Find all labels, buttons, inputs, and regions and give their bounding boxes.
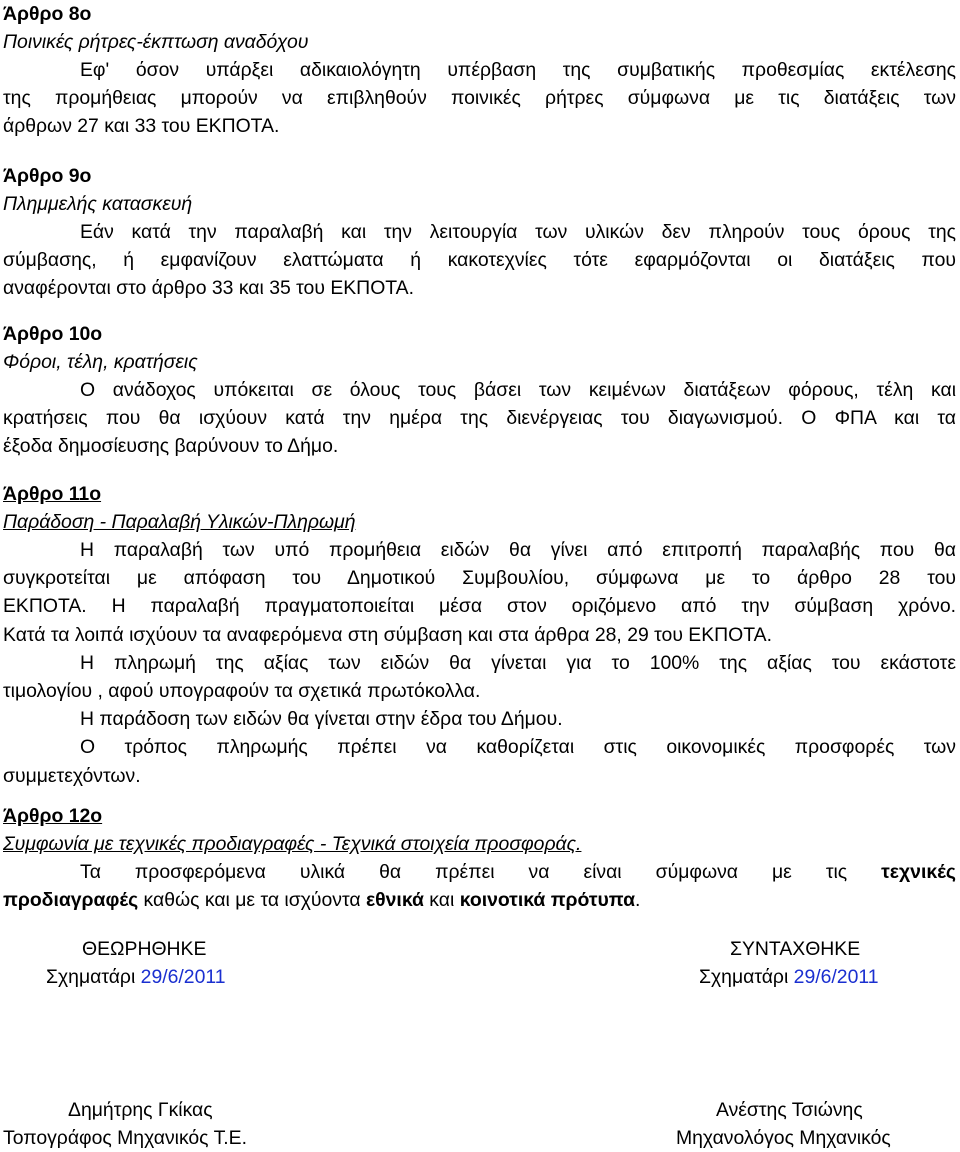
article-12-subtitle-wrap bbox=[3, 830, 956, 858]
article-12-text-1: καθώς και με τα ισχύοντα bbox=[138, 889, 366, 912]
article-8-line-1: Εφ' όσον υπάρξει αδικαιολόγητη υπέρβαση της συμβατικής προθεσμίας εκτέλεσης bbox=[80, 59, 956, 81]
article-12-bold-national: εθνικά bbox=[365, 889, 424, 912]
article-12-subtitle: Συμφωνία με τεχνικές προδιαγραφές - Τεχνικά στοιχεία προσφοράς. bbox=[3, 833, 582, 855]
right-signatory-name: Ανέστης Τσιώνης bbox=[716, 1099, 863, 1121]
right-place: Σχηματάρι bbox=[699, 966, 794, 988]
article-10-line-1: Ο ανάδοχος υπόκειται σε όλους τους βάσει των κειμένων διατάξεων φόρους, τέλη και bbox=[80, 379, 956, 401]
article-9-line-1: Εάν κατά την παραλαβή και την λειτουργία των υλικών δεν πληρούν τους όρους της bbox=[80, 221, 956, 243]
right-drafted-label: ΣΥΝΤΑΧΘΗΚΕ bbox=[730, 938, 861, 960]
left-place-date bbox=[46, 963, 225, 991]
article-8 bbox=[3, 0, 956, 141]
article-12-line-1-bold: τεχνικές bbox=[881, 861, 956, 883]
article-11-title: Άρθρο 11ο bbox=[3, 483, 102, 505]
article-11-subtitle: Παράδοση - Παραλαβή Υλικών-Πληρωμή bbox=[3, 511, 356, 533]
article-12-bold-standards: κοινοτικά πρότυπα bbox=[459, 889, 636, 912]
article-12-text-2: και bbox=[423, 889, 460, 912]
article-10 bbox=[3, 320, 956, 461]
right-signatory-role: Μηχανολόγος Μηχανικός bbox=[676, 1127, 891, 1149]
article-9-title: Άρθρο 9ο bbox=[3, 165, 92, 187]
article-11-subtitle-wrap bbox=[3, 508, 956, 536]
article-9 bbox=[3, 162, 956, 303]
right-place-date bbox=[699, 963, 878, 991]
article-12-line-2 bbox=[3, 886, 956, 914]
article-11-line-8: Ο τρόπος πληρωμής πρέπει να καθορίζεται στις οικονομικές προσφορές των bbox=[80, 736, 956, 759]
left-place: Σχηματάρι bbox=[46, 966, 141, 988]
article-8-line-3: άρθρων 27 και 33 του ΕΚΠΟΤΑ. bbox=[3, 115, 280, 138]
article-8-subtitle: Ποινικές ρήτρες-έκπτωση αναδόχου bbox=[3, 31, 309, 53]
article-10-line-2: κρατήσεις που θα ισχύουν κατά την ημέρα της διενέργειας του διαγωνισμού. Ο ΦΠΑ και τα bbox=[3, 407, 956, 430]
article-11-line-6: τιμολογίου , αφού υπογραφούν τα σχετικά πρωτόκολλα. bbox=[3, 680, 481, 703]
article-12-line-1 bbox=[3, 858, 956, 886]
article-8-line-2: της προμήθειας μπορούν να επιβληθούν ποινικές ρήτρες σύμφωνα με τις διατάξεις των bbox=[3, 87, 956, 110]
article-9-line-3: αναφέρονται στο άρθρο 33 και 35 του ΕΚΠΟΤΑ. bbox=[3, 277, 414, 300]
article-11-line-7: Η παράδοση των ειδών θα γίνεται στην έδρα του Δήμου. bbox=[80, 708, 563, 731]
article-10-line-3: έξοδα δημοσίευσης βαρύνουν το Δήμο. bbox=[3, 435, 339, 458]
article-11-line-2: συγκροτείται με απόφαση του Δημοτικού Συμβουλίου, σύμφωνα με το άρθρο 28 του bbox=[3, 567, 956, 590]
left-signatory-role: Τοπογράφος Μηχανικός Τ.Ε. bbox=[3, 1127, 247, 1149]
article-12-period: . bbox=[635, 889, 641, 912]
article-9-subtitle: Πλημμελής κατασκευή bbox=[3, 193, 193, 215]
article-10-subtitle: Φόροι, τέλη, κρατήσεις bbox=[3, 351, 198, 373]
article-10-title: Άρθρο 10ο bbox=[3, 323, 103, 345]
article-12-title: Άρθρο 12ο bbox=[3, 805, 103, 827]
left-approval-label: ΘΕΩΡΗΘΗΚΕ bbox=[82, 938, 207, 960]
article-11-line-1: Η παραλαβή των υπό προμήθεια ειδών θα γίνει από επιτροπή παραλαβής που θα bbox=[80, 539, 956, 561]
article-11-line-4: Κατά τα λοιπά ισχύουν τα αναφερόμενα στη σύμβαση και στα άρθρα 28, 29 του ΕΚΠΟΤΑ. bbox=[3, 623, 772, 646]
article-11 bbox=[3, 480, 956, 790]
article-12 bbox=[3, 802, 956, 914]
article-12-line-1-text: Τα προσφερόμενα υλικά θα πρέπει να είναι σύμφωνα με τις bbox=[80, 861, 848, 883]
article-8-title: Άρθρο 8ο bbox=[3, 3, 92, 25]
left-signatory-name: Δημήτρης Γκίκας bbox=[68, 1099, 213, 1121]
article-11-line-9: συμμετεχόντων. bbox=[3, 764, 141, 787]
article-11-line-5: Η πληρωμή της αξίας των ειδών θα γίνεται για το 100% της αξίας του εκάστοτε bbox=[80, 651, 956, 674]
article-9-line-2: σύμβασης, ή εμφανίζουν ελαττώματα ή κακοτεχνίες τότε εφαρμόζονται οι διατάξεις που bbox=[3, 249, 956, 272]
right-date: 29/6/2011 bbox=[793, 966, 879, 988]
article-12-bold-specs: προδιαγραφές bbox=[3, 889, 139, 912]
left-date: 29/6/2011 bbox=[140, 966, 226, 988]
article-11-line-3: ΕΚΠΟΤΑ. Η παραλαβή πραγματοποιείται μέσα στον οριζόμενο από την σύμβαση χρόνο. bbox=[3, 595, 956, 618]
